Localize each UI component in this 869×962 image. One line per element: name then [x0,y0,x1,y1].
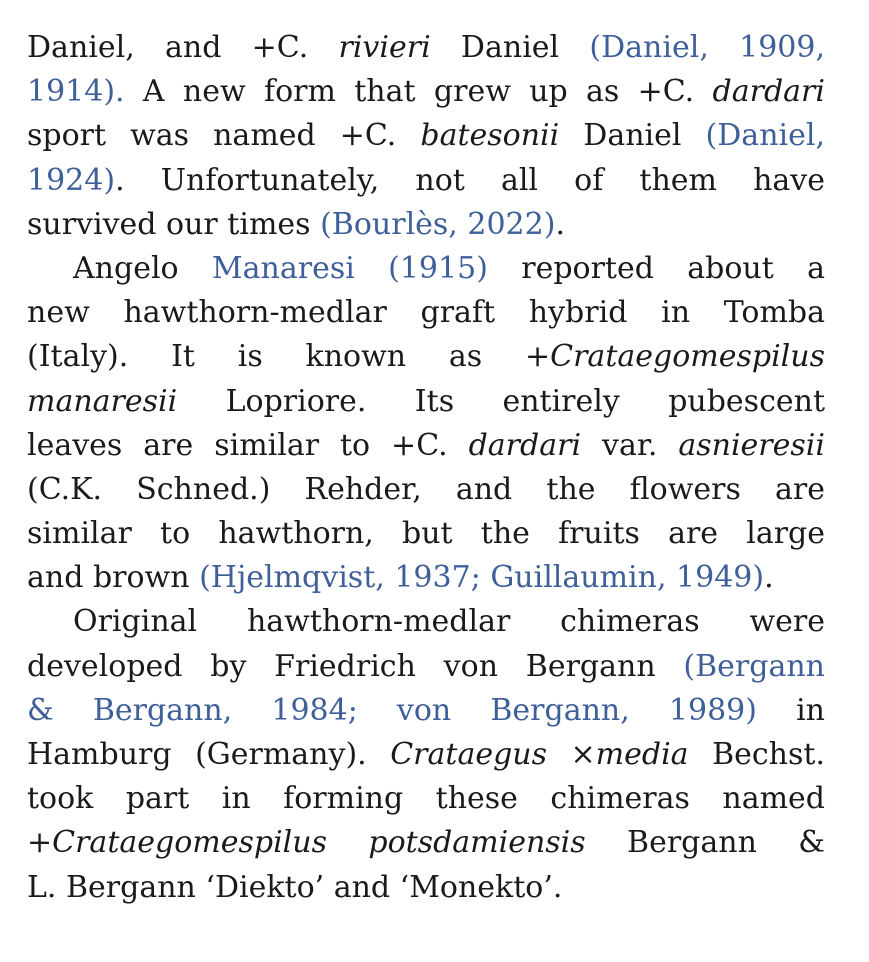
text: (Italy). It is known as + [27,339,551,375]
citation-link[interactable]: 1924) [27,162,116,198]
text-line [27,733,825,777]
text-line [27,70,825,114]
text-line [27,556,825,600]
text: L. Bergann ‘Diekto’ and ‘Monekto’. [27,869,563,905]
text-line [27,512,825,556]
italic-text: Crataegomespilus potsdamiensis [52,825,586,861]
citation-link[interactable]: (Bourlès, 2022) [320,206,556,242]
text: Daniel [559,118,706,154]
text-line [27,424,825,468]
text: Hamburg (Germany). [27,737,391,772]
text-line [27,203,825,247]
italic-text: rivieri [338,30,431,65]
citation-link[interactable]: (Daniel, [705,118,825,154]
text-line [27,291,825,335]
paragraph [27,600,825,909]
text-line [27,821,825,865]
text: took part in forming these chimeras named [27,781,825,817]
italic-text: dardari [468,427,582,463]
text: new hawthorn-medlar graft hybrid in Tomba [27,295,825,331]
text: developed by Friedrich von Bergann [27,648,684,684]
text-line [27,335,825,379]
text: Daniel, and +C. [27,30,339,65]
italic-text: Crataegus ×media [390,737,689,772]
text-line [27,468,825,512]
citation-link[interactable]: (Daniel, 1909, [589,30,825,65]
text-line [27,380,825,424]
text-line [27,26,825,70]
text: sport was named +C. [27,118,421,154]
italic-text: batesonii [420,118,560,154]
text: leaves are similar to +C. [27,427,469,463]
text: survived our times [27,206,321,242]
text-line [27,114,825,158]
text: Original hawthorn-medlar chimeras were [73,604,825,640]
text: + [27,825,53,861]
italic-text: asnieresii [678,427,825,463]
document-body [27,26,825,910]
italic-text: manaresii [27,383,178,419]
text: reported about a [487,250,825,286]
paragraph [27,247,825,601]
text-line [27,247,825,291]
text: and brown [27,560,200,596]
text: similar to hawthorn, but the fruits are large [27,516,825,552]
text: in [756,692,826,728]
citation-link[interactable]: (Bergann [683,648,825,684]
citation-link[interactable]: 1914). [27,74,125,110]
text: Lopriore. Its entirely pubescent [177,383,825,419]
text-line [27,777,825,821]
text: A new form that grew up as +C. [124,74,713,110]
text-line [27,159,825,203]
text: . Unfortunately, not all of them have [115,162,825,198]
text: Bergann & [585,825,825,861]
citation-link[interactable]: & Bergann, 1984; von Bergann, 1989) [27,692,757,728]
citation-link[interactable]: Manaresi (1915) [211,250,488,286]
text: (C.K. Schned.) Rehder, and the flowers are [27,471,825,507]
text: . [555,206,565,242]
text-line [27,866,825,910]
text: Daniel [430,30,590,65]
text: var. [581,427,679,463]
citation-link[interactable]: (Hjelmqvist, 1937; Guillaumin, 1949) [199,560,765,596]
text-line [27,600,825,644]
text-line [27,645,825,689]
italic-text: dardari [712,74,825,110]
text: Angelo [73,250,212,286]
text-line [27,689,825,733]
paragraph [27,26,825,247]
italic-text: Crataegomespilus [550,339,825,375]
text: . [764,560,774,596]
text: Bechst. [688,737,825,772]
